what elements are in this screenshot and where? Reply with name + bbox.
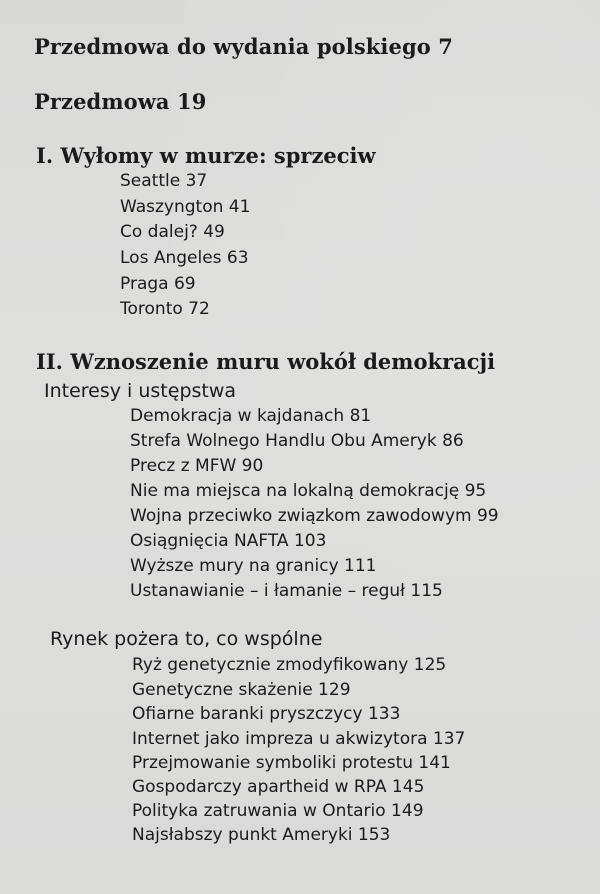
toc-item: Waszyngton 41 (120, 197, 251, 217)
toc-item: Osiągnięcia NAFTA 103 (130, 531, 327, 551)
toc-item: Ofiarne baranki pryszczycy 133 (132, 704, 401, 724)
toc-item: Co dalej? 49 (120, 222, 225, 242)
toc-item: Los Angeles 63 (120, 248, 249, 268)
toc-item: Toronto 72 (120, 299, 210, 319)
toc-item: Demokracja w kajdanach 81 (130, 406, 372, 426)
toc-item: Nie ma miejsca na lokalną demokrację 95 (130, 481, 487, 501)
section-title: Interesy i ustępstwa (44, 380, 237, 402)
toc-entry-foreword: Przedmowa 19 (34, 89, 207, 114)
part-1-title: I. Wyłomy w murze: sprzeciw (36, 143, 376, 168)
toc-item: Internet jako impreza u akwizytora 137 (132, 729, 466, 749)
part-2-title: II. Wznoszenie muru wokół demokracji (36, 349, 496, 374)
toc-entry-foreword-polish: Przedmowa do wydania polskiego 7 (34, 34, 453, 59)
toc-item: Seattle 37 (120, 171, 208, 191)
toc-item: Wojna przeciwko związkom zawodowym 99 (130, 506, 499, 526)
toc-item: Precz z MFW 90 (130, 456, 264, 476)
toc-item: Ustanawianie – i łamanie – reguł 115 (130, 581, 443, 601)
toc-item: Praga 69 (120, 274, 196, 294)
toc-item: Gospodarczy apartheid w RPA 145 (132, 777, 425, 797)
toc-item: Genetyczne skażenie 129 (132, 680, 351, 700)
toc-item: Strefa Wolnego Handlu Obu Ameryk 86 (130, 431, 464, 451)
toc-item: Ryż genetycznie zmodyfikowany 125 (132, 655, 447, 675)
toc-item: Najsłabszy punkt Ameryki 153 (132, 825, 391, 845)
section-title: Rynek pożera to, co wspólne (50, 628, 323, 650)
toc-item: Polityka zatruwania w Ontario 149 (132, 801, 424, 821)
toc-item: Przejmowanie symboliki protestu 141 (132, 753, 451, 773)
toc-item: Wyższe mury na granicy 111 (130, 556, 377, 576)
